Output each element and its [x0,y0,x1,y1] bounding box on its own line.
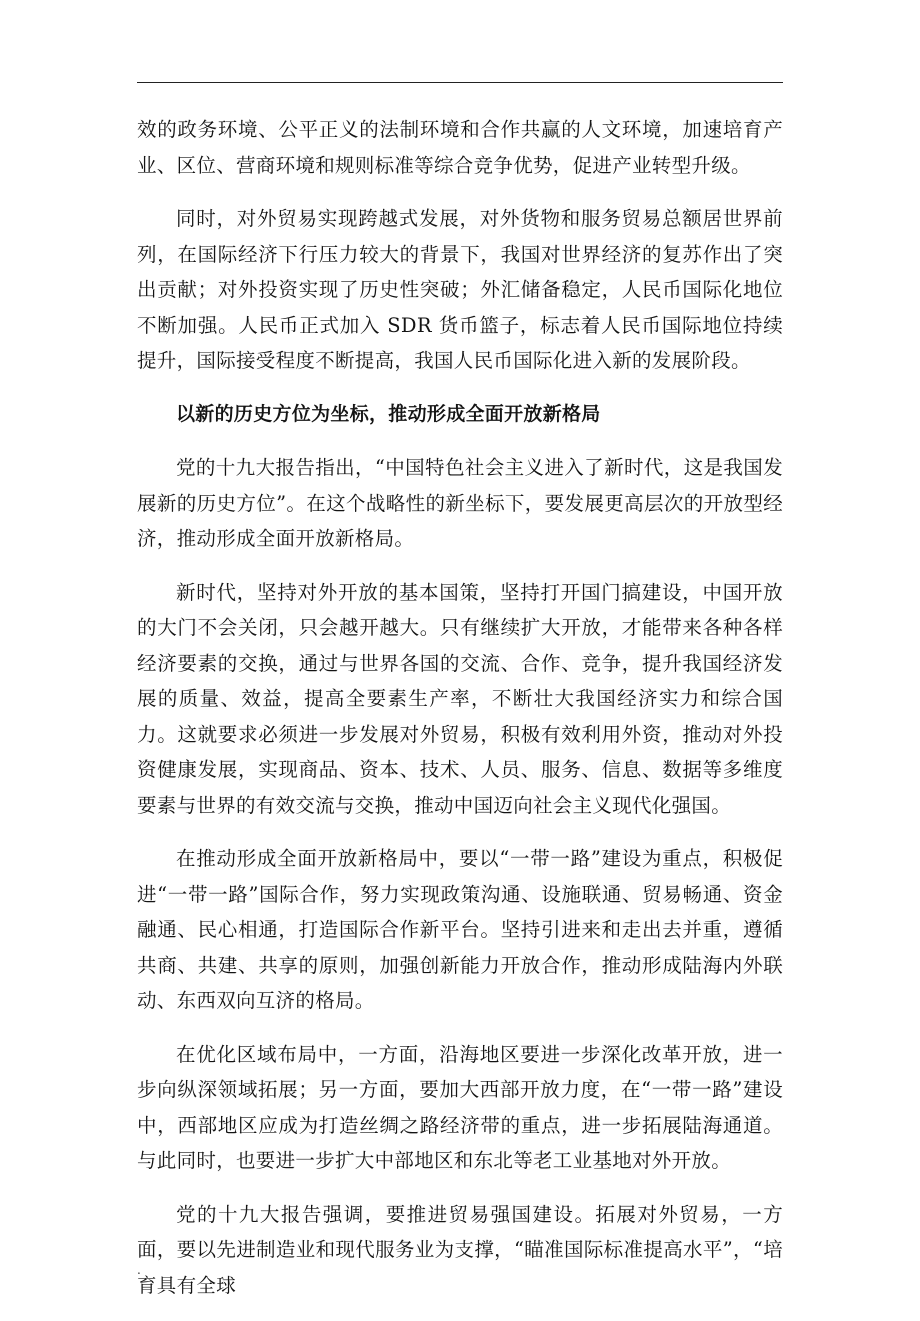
paragraph-belt-and-road: 在推动形成全面开放新格局中，要以“一带一路”建设为重点，积极促进“一带一路”国际合作，努力实现政策沟通、设施联通、贸易畅通、资金融通、民心相通，打造国际合作新平台。坚持引进来和走出去并重，遵循共商、共建、共享的原则，加强创新能力开放合作，推动形成陆海内外联动、东西双向互济的格局。 [137,847,783,1012]
paragraph-trade-development: 同时，对外贸易实现跨越式发展，对外货物和服务贸易总额居世界前列，在国际经济下行压力较大的背景下，我国对世界经济的复苏作出了突出贡献；对外投资实现了历史性突破；外汇储备稳定，人民币国际化地位不断加强。人民币正式加入 SDR 货币篮子，标志着人民币国际地位持续提升，国际接受程度不断提高，我国人民币国际化进入新的发展阶段。 [137,207,783,372]
document-body [137,112,783,1321]
section-heading: 以新的历史方位为坐标，推动形成全面开放新格局 [176,402,601,425]
footer-mark: . [137,1263,141,1277]
paragraph-new-era-coordinate: 党的十九大报告指出，“中国特色社会主义进入了新时代，这是我国发展新的历史方位”。在这个战略性的新坐标下，要发展更高层次的开放型经济，推动形成全面开放新格局。 [137,456,783,550]
paragraph-opening-policy: 新时代，坚持对外开放的基本国策，坚持打开国门搞建设，中国开放的大门不会关闭，只会越开越大。只有继续扩大开放，才能带来各种各样经济要素的交换，通过与世界各国的交流、合作、竞争，提升我国经济发展的质量、效益，提高全要素生产率，不断壮大我国经济实力和综合国力。这就要求必须进一步发展对外贸易，积极有效利用外资，推动对外投资健康发展，实现商品、资本、技术、人员、服务、信息、数据等多维度要素与世界的有效交流与交换，推动中国迈向社会主义现代化强国。 [137,580,783,817]
paragraph-continuation: 效的政务环境、公平正义的法制环境和合作共赢的人文环境，加速培育产业、区位、营商环境和规则标准等综合竞争优势，促进产业转型升级。 [137,118,783,177]
paragraph-regional-layout: 在优化区域布局中，一方面，沿海地区要进一步深化改革开放，进一步向纵深领域拓展；另一方面，要加大西部开放力度，在“一带一路”建设中，西部地区应成为打造丝绸之路经济带的重点，进一步拓展陆海通道。与此同时，也要进一步扩大中部地区和东北等老工业基地对外开放。 [137,1042,783,1172]
header-rule [137,82,783,83]
paragraph-trade-power: 党的十九大报告强调，要推进贸易强国建设。拓展对外贸易，一方面，要以先进制造业和现代服务业为支撑，“瞄准国际标准提高水平”，“培育具有全球 [137,1202,783,1297]
